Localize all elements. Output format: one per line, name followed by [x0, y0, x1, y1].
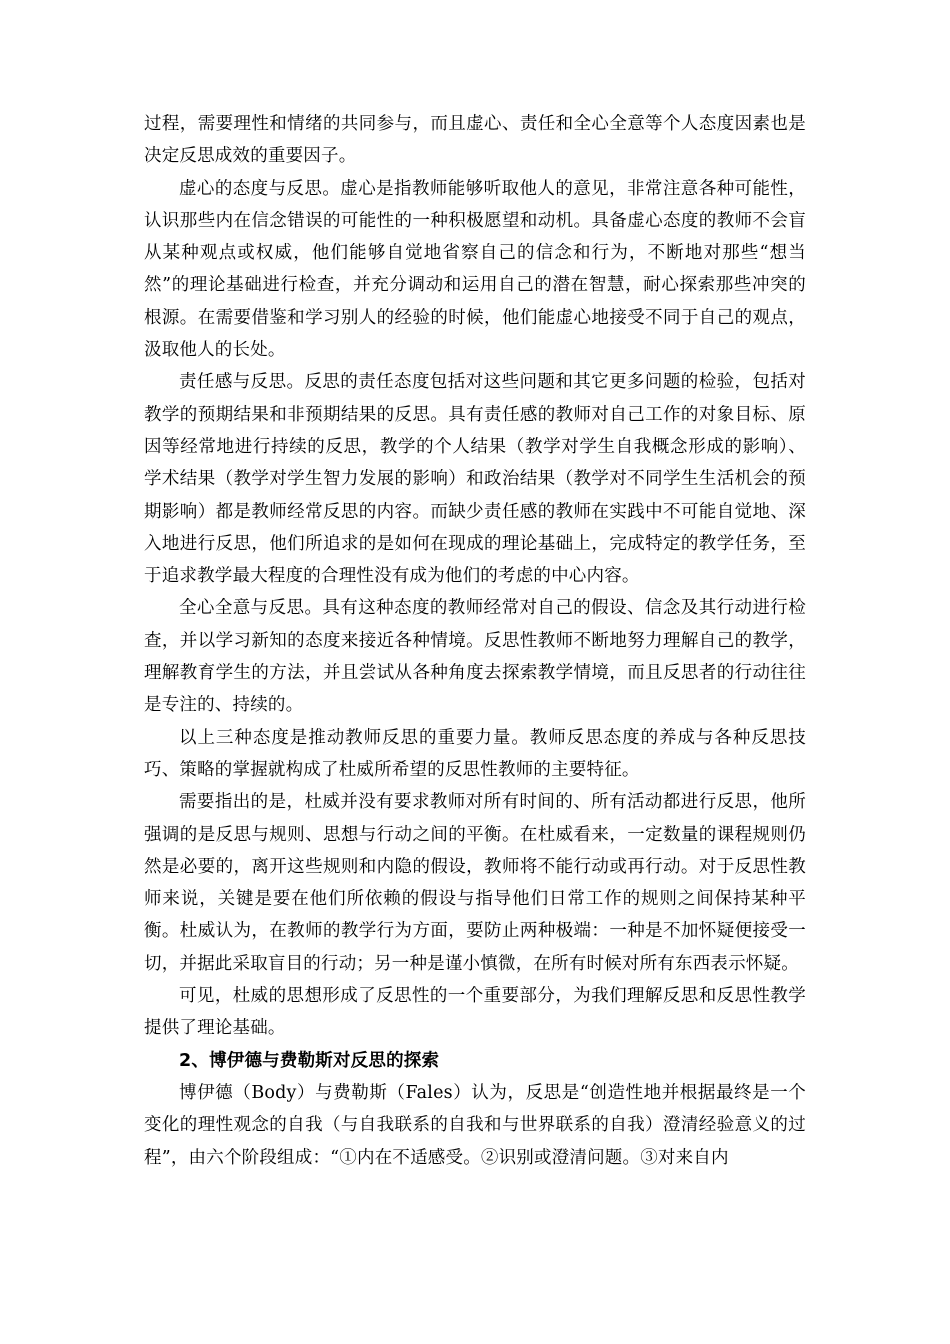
paragraph-wholeheartedness: 全心全意与反思。具有这种态度的教师经常对自己的假设、信念及其行动进行检查，并以学习新知的态度来接近各种情境。反思性教师不断地努力理解自己的教学，理解教育学生的方法，并且尝试从各种角度去探索教学情境，而且反思者的行动往往是专注的、持续的。: [144, 598, 806, 716]
paragraph-balance: 需要指出的是，杜威并没有要求教师对所有时间的、所有活动都进行反思，他所强调的是反思与规则、思想与行动之间的平衡。在杜威看来，一定数量的课程规则仍然是必要的，离开这些规则和内隐的假设，教师将不能行动或再行动。对于反思性教师来说，关键是要在他们所依赖的假设与指导他们日常工作的规则之间保持某种平衡。杜威认为，在教师的教学行为方面，要防止两种极端：一种是不加怀疑便接受一切，并据此采取盲目的行动；另一种是谨小慎微，在所有时候对所有东西表示怀疑。: [144, 792, 806, 974]
section-heading: 2、博伊德与费勒斯对反思的探索: [179, 1050, 440, 1071]
paragraph-open-mindedness: 虚心的态度与反思。虚心是指教师能够听取他人的意见，非常注意各种可能性，认识那些内在信念错误的可能性的一种积极愿望和动机。具备虚心态度的教师不会盲从某种观点或权威，他们能够自觉地省察自己的信念和行为，不断地对那些“想当然”的理论基础进行检查，并充分调动和运用自己的潜在智慧，耐心探索那些冲突的根源。在需要借鉴和学习别人的经验的时候，他们能虚心地接受不同于自己的观点，汲取他人的长处。: [144, 178, 806, 361]
paragraph-continuation: 过程，需要理性和情绪的共同参与，而且虚心、责任和全心全意等个人态度因素也是决定反思成效的重要因子。: [144, 114, 806, 167]
paragraph-three-attitudes: 以上三种态度是推动教师反思的重要力量。教师反思态度的养成与各种反思技巧、策略的掌握就构成了杜威所希望的反思性教师的主要特征。: [144, 727, 806, 780]
paragraph-conclusion: 可见，杜威的思想形成了反思性的一个重要部分，为我们理解反思和反思性教学提供了理论基础。: [144, 986, 806, 1039]
document-page: [144, 108, 806, 1174]
paragraph-boyd-fales: 博伊德（Body）与费勒斯（Fales）认为，反思是“创造性地并根据最终是一个变化的理性观念的自我（与自我联系的自我和与世界联系的自我）澄清经验意义的过程”，由六个阶段组成：“①内在不适感受。②识别或澄清问题。③对来自内: [144, 1082, 806, 1168]
paragraph-responsibility: 责任感与反思。反思的责任态度包括对这些问题和其它更多问题的检验，包括对教学的预期结果和非预期结果的反思。具有责任感的教师对自己工作的对象目标、原因等经常地进行持续的反思，教学的个人结果（教学对学生自我概念形成的影响）、学术结果（教学对学生智力发展的影响）和政治结果（教学对不同学生生活机会的预期影响）都是教师经常反思的内容。而缺少责任感的教师在实践中不可能自觉地、深入地进行反思，他们所追求的是如何在现成的理论基础上，完成特定的教学任务，至于追求教学最大程度的合理性没有成为他们的考虑的中心内容。: [144, 372, 806, 587]
